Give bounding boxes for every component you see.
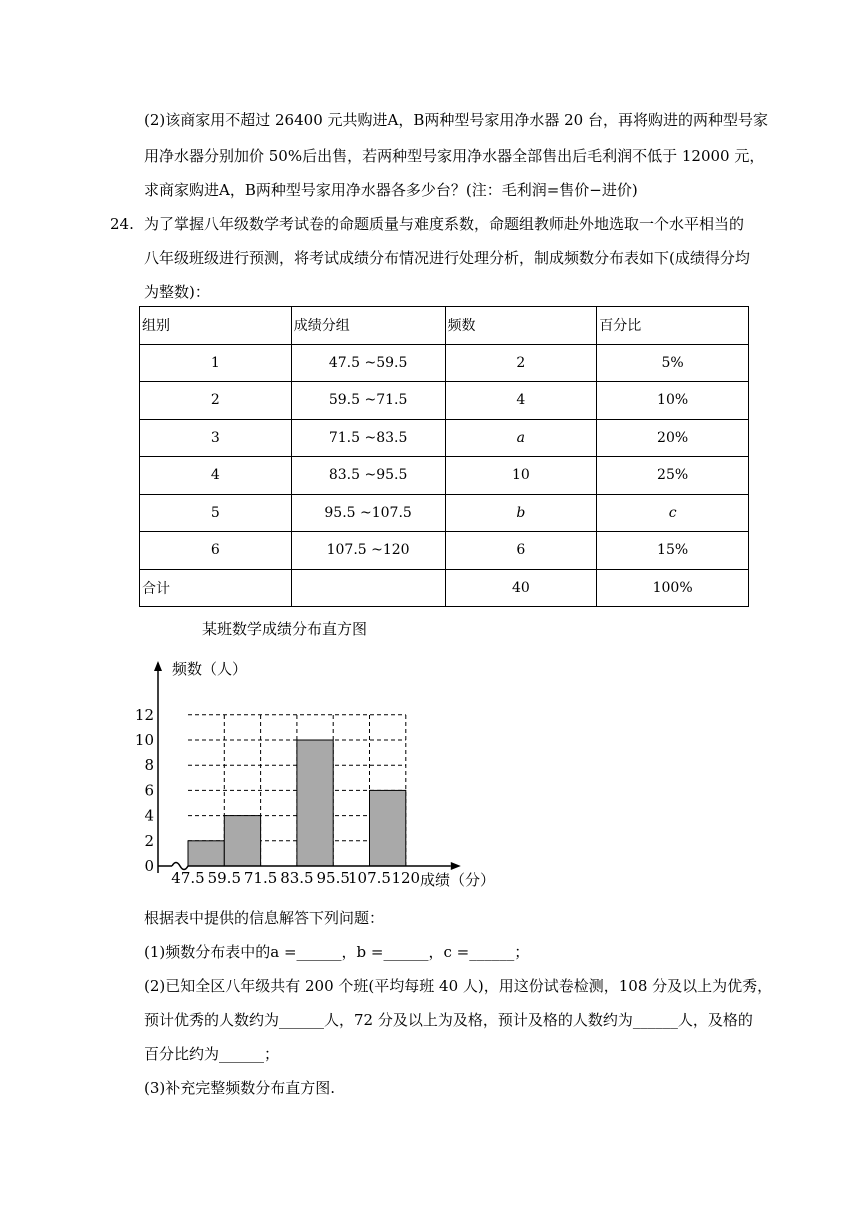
table-cell: 合计 <box>140 569 292 607</box>
table-cell: 4 <box>140 457 292 495</box>
table-cell: 71.5 ~83.5 <box>291 419 445 457</box>
histogram-chart <box>134 615 500 900</box>
table-row <box>140 532 749 570</box>
table-row <box>140 419 749 457</box>
table-header-cell: 组别 <box>140 307 292 345</box>
table-header-cell: 百分比 <box>597 307 749 345</box>
table-cell: 1 <box>140 344 292 382</box>
x-tick-label: 71.5 <box>243 869 278 887</box>
y-tick-label: 10 <box>134 731 154 749</box>
q23-part2-line3: 求商家购进A，B两种型号家用净水器各多少台？(注：毛利润=售价−进价) <box>144 181 638 199</box>
table-cell: 59.5 ~71.5 <box>291 382 445 420</box>
table-cell: 4 <box>445 382 597 420</box>
table-cell: 95.5 ~107.5 <box>291 494 445 532</box>
table-row <box>140 344 749 382</box>
table-cell: 25% <box>597 457 749 495</box>
table-cell: 5% <box>597 344 749 382</box>
x-tick-label: 47.5 <box>171 869 205 887</box>
x-tick-label: 59.5 <box>207 869 242 887</box>
table-cell: 100% <box>597 569 749 607</box>
histogram-bar <box>188 841 224 866</box>
q23-part2-line1: (2)该商家用不超过 26400 元共购进A，B两种型号家用净水器 20 台，再将购进的两种型号家 <box>144 111 768 129</box>
histogram-bar <box>297 740 333 866</box>
table-cell: 10% <box>597 382 749 420</box>
table-cell: 2 <box>445 344 597 382</box>
y-tick-label: 12 <box>134 705 154 724</box>
table-header-cell: 频数 <box>445 307 597 345</box>
table-cell: 6 <box>445 532 597 570</box>
histogram-bar <box>370 790 406 866</box>
table-row <box>140 457 749 495</box>
y-axis-label: 频数（人） <box>172 660 248 678</box>
chart-title: 某班数学成绩分布直方图 <box>202 620 368 638</box>
question-2-line2: 预计优秀的人数约为______人，72 分及以上为及格，预计及格的人数约为______人，及格的 <box>144 1011 753 1029</box>
table-cell: a <box>445 419 597 457</box>
question-1: (1)频数分布表中的a =______，b =______，c =______； <box>144 943 530 961</box>
frequency-table <box>139 306 749 607</box>
question-number: 24. <box>110 215 134 233</box>
table-cell: b <box>445 494 597 532</box>
table-cell: 83.5 ~95.5 <box>291 457 445 495</box>
table-cell: 47.5 ~59.5 <box>291 344 445 382</box>
table-cell: 6 <box>140 532 292 570</box>
question-2-line1: (2)已知全区八年级共有 200 个班(平均每班 40 人)，用这份试卷检测，108 分及以上为优秀， <box>144 977 773 995</box>
table-cell: 107.5 ~120 <box>291 532 445 570</box>
x-axis-label: 成绩（分） <box>420 871 496 889</box>
table-cell: 2 <box>140 382 292 420</box>
y-tick-label: 0 <box>144 857 154 875</box>
q24-line2: 八年级班级进行预测，将考试成绩分布情况进行处理分析，制成频数分布表如下(成绩得分均 <box>144 249 750 267</box>
table-cell: 20% <box>597 419 749 457</box>
question-3: (3)补充完整频数分布直方图. <box>144 1079 336 1097</box>
x-tick-label: 95.5 <box>316 869 350 887</box>
y-tick-label: 4 <box>144 806 154 825</box>
table-cell: c <box>597 494 749 532</box>
q24-line3: 为整数)： <box>144 283 210 301</box>
table-cell: 40 <box>445 569 597 607</box>
q23-part2-line2: 用净水器分别加价 50%后出售，若两种型号家用净水器全部售出后毛利润不低于 12000 元， <box>144 147 765 165</box>
table-cell <box>291 569 445 607</box>
table-cell: 5 <box>140 494 292 532</box>
table-cell: 3 <box>140 419 292 457</box>
table-header-row <box>140 307 749 345</box>
questions-intro: 根据表中提供的信息解答下列问题： <box>144 909 385 927</box>
chart-bars <box>188 740 406 866</box>
q24-line1: 为了掌握八年级数学考试卷的命题质量与难度系数，命题组教师赴外地选取一个水平相当的 <box>144 215 745 233</box>
table-header-cell: 成绩分组 <box>291 307 445 345</box>
histogram-bar <box>224 816 260 866</box>
table-cell: 10 <box>445 457 597 495</box>
question-2-line3: 百分比约为______； <box>144 1045 280 1063</box>
x-axis-arrow <box>451 862 461 870</box>
x-tick-label: 120 <box>391 869 421 887</box>
y-tick-label: 2 <box>144 831 154 850</box>
y-axis-arrow <box>154 661 162 671</box>
table-row <box>140 382 749 420</box>
table-total-row <box>140 569 749 607</box>
y-tick-label: 6 <box>144 781 154 800</box>
table-row <box>140 494 749 532</box>
x-tick-label: 107.5 <box>348 869 391 887</box>
y-tick-label: 8 <box>144 756 154 775</box>
table-cell: 15% <box>597 532 749 570</box>
x-tick-label: 83.5 <box>280 869 314 887</box>
